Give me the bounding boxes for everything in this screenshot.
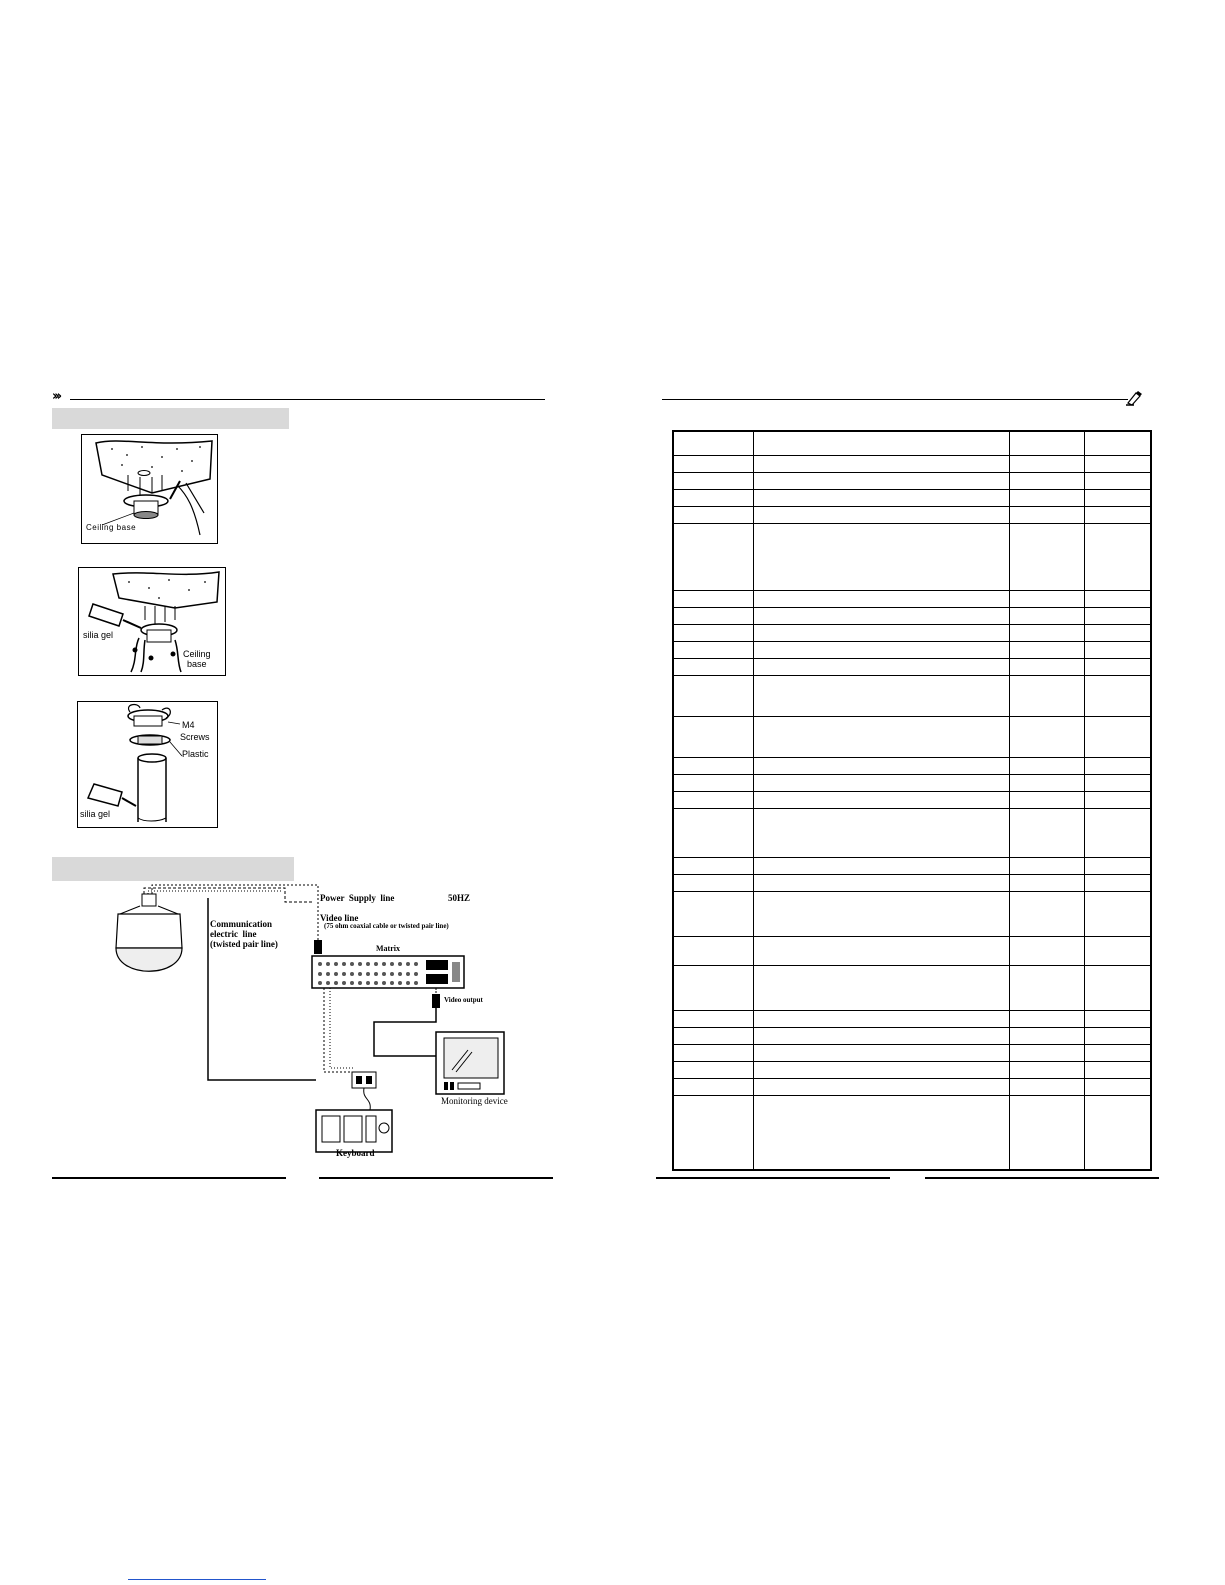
table-cell: [673, 1027, 753, 1044]
specification-table: [672, 430, 1152, 1171]
table-row: [673, 857, 1151, 874]
right-header-rule: [662, 399, 1128, 400]
figure-silicone-gel-seal: [78, 567, 226, 676]
table-cell: [673, 757, 753, 774]
table-cell: [1009, 658, 1084, 675]
table-row: [673, 1044, 1151, 1061]
table-cell: [1084, 607, 1151, 624]
label-ceiling-base-line2: base: [187, 659, 207, 669]
table-cell: [1009, 1078, 1084, 1095]
table-cell: [1084, 590, 1151, 607]
section-heading-bar-installation: [52, 408, 289, 429]
table-row: [673, 1095, 1151, 1170]
table-cell: [1009, 936, 1084, 965]
label-silia-gel-2: silia gel: [80, 809, 111, 819]
table-row: [673, 472, 1151, 489]
monitoring-device-icon: [436, 1032, 504, 1094]
table-cell: [753, 791, 1009, 808]
table-cell: [753, 808, 1009, 857]
table-cell: [753, 431, 1009, 455]
table-cell: [1084, 1010, 1151, 1027]
table-cell: [1009, 716, 1084, 757]
specification-table-body: [673, 431, 1151, 1170]
table-cell: [1084, 808, 1151, 857]
table-row: [673, 523, 1151, 590]
table-row: [673, 1027, 1151, 1044]
table-cell: [1084, 472, 1151, 489]
left-footer-rule-2: [319, 1177, 553, 1179]
table-cell: [673, 1078, 753, 1095]
right-footer-rule-1: [656, 1177, 890, 1179]
table-cell: [1084, 658, 1151, 675]
table-cell: [1009, 607, 1084, 624]
table-row: [673, 936, 1151, 965]
figure-pendant-pipe-mount: [77, 701, 218, 828]
table-cell: [753, 757, 1009, 774]
dome-camera-icon: [116, 894, 182, 971]
table-row: [673, 757, 1151, 774]
section-heading-bar-wiring: [52, 857, 294, 881]
table-cell: [753, 523, 1009, 590]
pen-icon: [1126, 390, 1144, 406]
table-row: [673, 774, 1151, 791]
table-cell: [673, 590, 753, 607]
table-cell: [753, 641, 1009, 658]
label-frequency: 50HZ: [448, 893, 471, 903]
label-power-supply-line: Power Supply line: [320, 893, 395, 903]
label-ceiling-base: Ceiling base: [86, 523, 137, 532]
table-cell: [1009, 455, 1084, 472]
table-cell: [1084, 1027, 1151, 1044]
table-row: [673, 808, 1151, 857]
table-cell: [1084, 523, 1151, 590]
table-cell: [1084, 791, 1151, 808]
table-cell: [1009, 874, 1084, 891]
table-cell: [1084, 857, 1151, 874]
table-cell: [1084, 936, 1151, 965]
table-cell: [673, 774, 753, 791]
label-keyboard: Keyboard: [336, 1148, 375, 1158]
table-cell: [753, 607, 1009, 624]
table-row: [673, 641, 1151, 658]
table-cell: [1009, 808, 1084, 857]
table-row: [673, 455, 1151, 472]
table-cell: [1009, 891, 1084, 936]
table-cell: [1009, 1027, 1084, 1044]
label-communication-line-1: Communication: [210, 919, 273, 929]
header-chevron-marker: ›››: [52, 389, 60, 404]
keyboard-icon: [316, 1110, 392, 1152]
table-cell: [753, 857, 1009, 874]
table-cell: [673, 1044, 753, 1061]
label-communication-line-2: electric line: [210, 929, 257, 939]
table-cell: [1009, 757, 1084, 774]
table-cell: [753, 1078, 1009, 1095]
table-cell: [1009, 590, 1084, 607]
table-cell: [1009, 774, 1084, 791]
label-monitoring-device: Monitoring device: [441, 1096, 508, 1106]
label-video-output: Video output: [444, 996, 483, 1004]
table-cell: [753, 936, 1009, 965]
table-cell: [1009, 965, 1084, 1010]
matrix-device-icon: [312, 956, 464, 988]
table-cell: [673, 675, 753, 716]
table-cell: [753, 1010, 1009, 1027]
bottom-link-underline: [128, 1579, 266, 1580]
table-cell: [753, 1044, 1009, 1061]
table-cell: [753, 1061, 1009, 1078]
table-cell: [753, 506, 1009, 523]
table-cell: [1009, 489, 1084, 506]
table-cell: [1084, 965, 1151, 1010]
label-ceiling-base-line1: Ceiling: [183, 649, 211, 659]
table-cell: [753, 891, 1009, 936]
table-cell: [1084, 675, 1151, 716]
table-row: [673, 1061, 1151, 1078]
table-cell: [753, 874, 1009, 891]
table-cell: [673, 874, 753, 891]
wiring-diagram-graphic: [100, 884, 530, 1164]
table-cell: [753, 624, 1009, 641]
table-row: [673, 431, 1151, 455]
table-cell: [1084, 1061, 1151, 1078]
table-cell: [673, 891, 753, 936]
table-cell: [1084, 624, 1151, 641]
label-communication-line-3: (twisted pair line): [210, 939, 278, 949]
table-cell: [1009, 1044, 1084, 1061]
table-row: [673, 874, 1151, 891]
table-cell: [1084, 431, 1151, 455]
table-cell: [673, 506, 753, 523]
table-cell: [753, 489, 1009, 506]
table-row: [673, 506, 1151, 523]
table-cell: [1084, 757, 1151, 774]
table-cell: [1084, 874, 1151, 891]
table-cell: [673, 523, 753, 590]
table-cell: [1009, 506, 1084, 523]
table-cell: [1009, 675, 1084, 716]
table-cell: [753, 675, 1009, 716]
table-cell: [1084, 489, 1151, 506]
table-cell: [673, 455, 753, 472]
table-cell: [1009, 624, 1084, 641]
table-cell: [1084, 455, 1151, 472]
table-row: [673, 716, 1151, 757]
table-cell: [1009, 791, 1084, 808]
table-row: [673, 891, 1151, 936]
table-row: [673, 590, 1151, 607]
table-cell: [1009, 472, 1084, 489]
table-cell: [753, 658, 1009, 675]
label-silia-gel: silia gel: [83, 630, 114, 640]
table-row: [673, 1078, 1151, 1095]
table-cell: [673, 1095, 753, 1170]
table-row: [673, 1010, 1151, 1027]
label-m4: M4: [182, 720, 195, 730]
table-cell: [1084, 1044, 1151, 1061]
table-cell: [753, 455, 1009, 472]
right-footer-rule-2: [925, 1177, 1159, 1179]
table-cell: [673, 607, 753, 624]
table-cell: [753, 1095, 1009, 1170]
table-cell: [1009, 431, 1084, 455]
table-cell: [1084, 1095, 1151, 1170]
table-cell: [673, 624, 753, 641]
table-cell: [753, 965, 1009, 1010]
table-cell: [1084, 716, 1151, 757]
table-cell: [1084, 774, 1151, 791]
table-cell: [673, 1010, 753, 1027]
label-matrix: Matrix: [376, 944, 400, 953]
label-plastic: Plastic: [182, 749, 209, 759]
table-cell: [753, 590, 1009, 607]
table-cell: [753, 1027, 1009, 1044]
table-cell: [673, 431, 753, 455]
table-cell: [753, 774, 1009, 791]
left-header-rule: [70, 399, 545, 400]
table-cell: [1084, 1078, 1151, 1095]
table-cell: [753, 716, 1009, 757]
wiring-diagram: [100, 884, 530, 1164]
table-row: [673, 607, 1151, 624]
table-cell: [673, 716, 753, 757]
table-cell: [1009, 857, 1084, 874]
table-cell: [1009, 1061, 1084, 1078]
table-cell: [1009, 523, 1084, 590]
table-cell: [673, 641, 753, 658]
table-cell: [673, 1061, 753, 1078]
table-cell: [673, 965, 753, 1010]
figure-ceiling-base-mount: [81, 434, 218, 544]
table-cell: [673, 791, 753, 808]
table-cell: [1084, 506, 1151, 523]
table-cell: [753, 472, 1009, 489]
label-video-line-note: (75 ohm coaxial cable or twisted pair line): [324, 922, 449, 930]
table-cell: [1084, 891, 1151, 936]
table-row: [673, 965, 1151, 1010]
label-video-line: Video line: [320, 913, 359, 923]
table-cell: [1009, 641, 1084, 658]
table-row: [673, 624, 1151, 641]
label-screws: Screws: [180, 732, 210, 742]
table-cell: [673, 489, 753, 506]
table-cell: [673, 808, 753, 857]
table-cell: [673, 658, 753, 675]
table-cell: [673, 936, 753, 965]
table-cell: [1009, 1010, 1084, 1027]
table-cell: [1084, 641, 1151, 658]
table-row: [673, 658, 1151, 675]
left-footer-rule-1: [52, 1177, 286, 1179]
junction-box-icon: [352, 1072, 376, 1110]
table-row: [673, 489, 1151, 506]
table-row: [673, 791, 1151, 808]
table-row: [673, 675, 1151, 716]
table-cell: [673, 857, 753, 874]
table-cell: [1009, 1095, 1084, 1170]
table-cell: [673, 472, 753, 489]
